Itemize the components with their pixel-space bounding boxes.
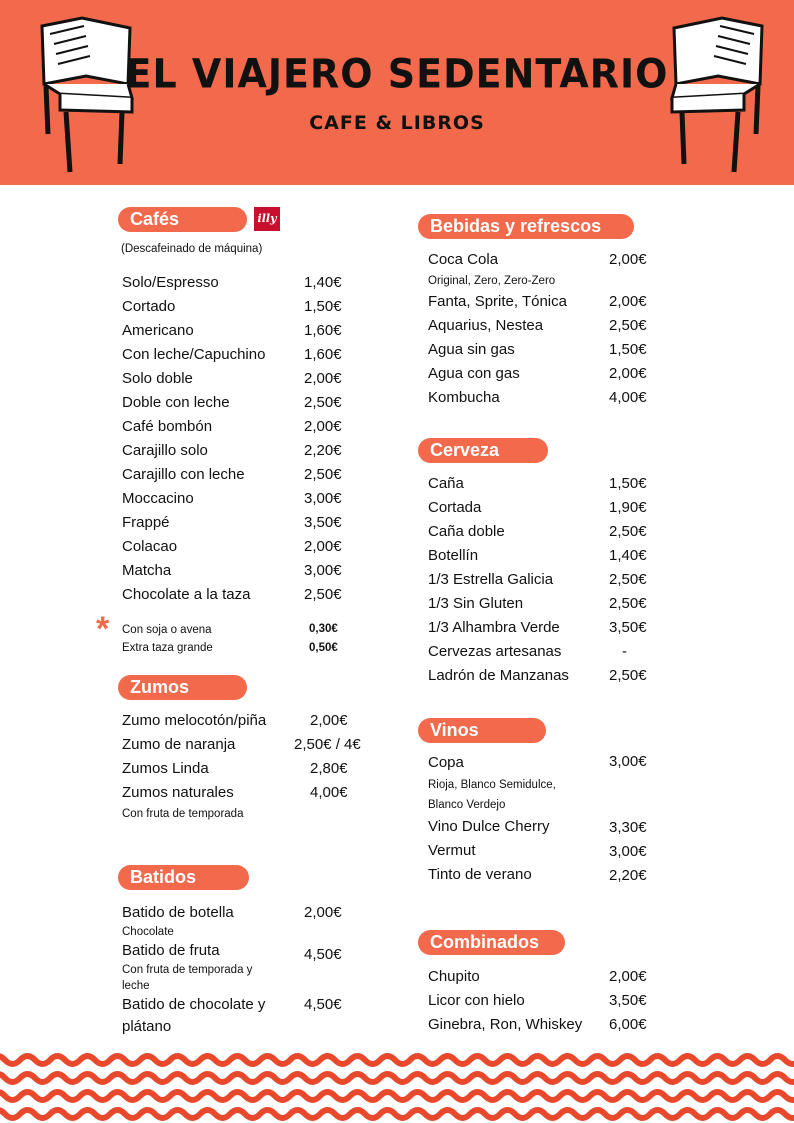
menu-item-name: Fanta, Sprite, Tónica <box>428 293 567 310</box>
cafes-note: (Descafeinado de máquina) <box>121 243 263 255</box>
wave-line <box>0 1056 794 1064</box>
menu-item-price: 3,50€ <box>609 992 647 1009</box>
menu-item-name: Zumos naturales <box>122 784 234 801</box>
wave-pattern <box>0 1050 794 1123</box>
menu-item-price: 3,00€ <box>609 843 647 860</box>
menu-item-price: 2,50€ <box>304 466 342 483</box>
menu-item-name: 1/3 Sin Gluten <box>428 595 524 612</box>
menu-item-name: Batido de chocolate y <box>122 996 266 1013</box>
menu-item-name: Doble con leche <box>122 394 230 411</box>
menu-item-name: Colacao <box>122 538 178 555</box>
asterisk-icon: * <box>96 610 110 648</box>
menu-item-price: 6,00€ <box>609 1016 647 1033</box>
item-note: leche <box>122 980 150 992</box>
menu-item-name: Solo doble <box>122 370 193 387</box>
page-title: EL VIAJERO SEDENTARIO <box>125 50 669 98</box>
menu-item-name: Licor con hielo <box>428 992 525 1009</box>
menu-item-price: 2,00€ <box>609 293 647 310</box>
extra-price: 0,50€ <box>309 642 338 654</box>
menu-item-name: 1/3 Estrella Galicia <box>428 571 554 588</box>
extra-name: Con soja o avena <box>122 624 212 636</box>
menu-item-price: 2,00€ <box>609 365 647 382</box>
menu-item-name: plátano <box>122 1018 172 1035</box>
menu-item-price: 2,00€ <box>304 538 342 555</box>
menu-item-price: 4,00€ <box>310 784 348 801</box>
menu-item-name: Chupito <box>428 968 480 985</box>
menu-item-name: Kombucha <box>428 389 500 406</box>
item-note: Rioja, Blanco Semidulce, <box>428 779 556 791</box>
section-title-vinos: Vinos <box>418 718 546 743</box>
item-note: Con fruta de temporada y <box>122 964 253 976</box>
menu-item-price: 3,00€ <box>304 490 342 507</box>
menu-item-price: 2,00€ <box>304 418 342 435</box>
menu-item-price: 2,50€ <box>609 595 647 612</box>
menu-item-price: 2,50€ <box>304 586 342 603</box>
menu-item-price: 1,40€ <box>609 547 647 564</box>
menu-item-price: 2,50€ <box>609 667 647 684</box>
menu-item-price: 2,00€ <box>609 968 647 985</box>
menu-item-name: Carajillo con leche <box>122 466 245 483</box>
menu-item-price: 2,50€ <box>609 523 647 540</box>
header-banner <box>0 0 794 185</box>
menu-item-name: Americano <box>122 322 194 339</box>
wave-line <box>0 1110 794 1118</box>
menu-item-name: Agua con gas <box>428 365 520 382</box>
menu-item-name: Caña doble <box>428 523 505 540</box>
menu-item-price: 4,50€ <box>304 946 342 963</box>
item-note: Blanco Verdejo <box>428 799 506 811</box>
menu-item-price: 2,50€ <box>609 571 647 588</box>
menu-item-name: Ladrón de Manzanas <box>428 667 569 684</box>
menu-item-price: 4,50€ <box>304 996 342 1013</box>
menu-item-name: Batido de botella <box>122 904 234 921</box>
menu-item-price: 2,00€ <box>304 370 342 387</box>
zumos-note: Con fruta de temporada <box>122 808 244 820</box>
item-note: Chocolate <box>122 926 174 938</box>
menu-item-price: 1,50€ <box>609 475 647 492</box>
menu-item-name: Zumo de naranja <box>122 736 236 753</box>
menu-item-price: 1,50€ <box>609 341 647 358</box>
section-title-cafes: Cafés <box>118 207 247 232</box>
menu-item-price: 3,50€ <box>304 514 342 531</box>
menu-item-name: Zumos Linda <box>122 760 209 777</box>
menu-item-price: 1,50€ <box>304 298 342 315</box>
menu-item-name: Cervezas artesanas <box>428 643 562 660</box>
section-title-cerveza: Cerveza <box>418 438 548 463</box>
menu-item-price: 2,00€ <box>310 712 348 729</box>
menu-item-name: Agua sin gas <box>428 341 515 358</box>
menu-item-name: Zumo melocotón/piña <box>122 712 267 729</box>
menu-item-price: 2,50€ <box>609 317 647 334</box>
menu-item-name: Carajillo solo <box>122 442 208 459</box>
section-title-combinados: Combinados <box>418 930 565 955</box>
menu-item-price: 3,30€ <box>609 819 647 836</box>
menu-item-price: 1,90€ <box>609 499 647 516</box>
extra-name: Extra taza grande <box>122 642 213 654</box>
menu-item-price: 2,50€ <box>304 394 342 411</box>
menu-item-name: Solo/Espresso <box>122 274 219 291</box>
section-title-zumos: Zumos <box>118 675 247 700</box>
menu-item-name: Cortada <box>428 499 482 516</box>
menu-item-name: Café bombón <box>122 418 213 435</box>
menu-item-price: 3,00€ <box>304 562 342 579</box>
menu-item-name: Aquarius, Nestea <box>428 317 544 334</box>
menu-item-price: - <box>622 643 627 660</box>
menu-item-price: 3,50€ <box>609 619 647 636</box>
menu-item-name: Caña <box>428 475 464 492</box>
menu-item-price: 1,60€ <box>304 346 342 363</box>
menu-item-name: Frappé <box>122 514 170 531</box>
menu-item-name: Batido de fruta <box>122 942 220 959</box>
menu-item-price: 3,00€ <box>609 753 647 770</box>
menu-item-name: Tinto de verano <box>428 866 532 883</box>
menu-item-price: 1,40€ <box>304 274 342 291</box>
section-title-bebidas: Bebidas y refrescos <box>418 214 634 239</box>
menu-item-price: 1,60€ <box>304 322 342 339</box>
section-title-batidos: Batidos <box>118 865 249 890</box>
menu-item-name: Botellín <box>428 547 479 564</box>
menu-item-name: Vermut <box>428 842 476 859</box>
page-subtitle: CAFE & LIBROS <box>309 112 485 134</box>
menu-item-price: 2,80€ <box>310 760 348 777</box>
wave-line <box>0 1074 794 1082</box>
menu-item-name: Vino Dulce Cherry <box>428 818 550 835</box>
menu-item-name: Moccacino <box>122 490 194 507</box>
menu-item-name: Matcha <box>122 562 172 579</box>
menu-item-price: 2,00€ <box>609 251 647 268</box>
menu-item-name: Copa <box>428 754 464 771</box>
wave-line <box>0 1092 794 1100</box>
menu-item-name: 1/3 Alhambra Verde <box>428 619 560 636</box>
menu-item-name: Cortado <box>122 298 176 315</box>
illy-logo: illy <box>254 207 280 231</box>
item-note: Original, Zero, Zero-Zero <box>428 275 556 287</box>
extra-price: 0,30€ <box>309 623 338 635</box>
menu-item-name: Chocolate a la taza <box>122 586 251 603</box>
menu-item-name: Ginebra, Ron, Whiskey <box>428 1016 583 1033</box>
menu-item-price: 2,20€ <box>609 867 647 884</box>
menu-item-name: Con leche/Capuchino <box>122 346 266 363</box>
menu-item-price: 2,00€ <box>304 904 342 921</box>
menu-item-price: 4,00€ <box>609 389 647 406</box>
menu-item-price: 2,20€ <box>304 442 342 459</box>
menu-item-name: Coca Cola <box>428 251 499 268</box>
menu-item-price: 2,50€ / 4€ <box>294 736 361 753</box>
